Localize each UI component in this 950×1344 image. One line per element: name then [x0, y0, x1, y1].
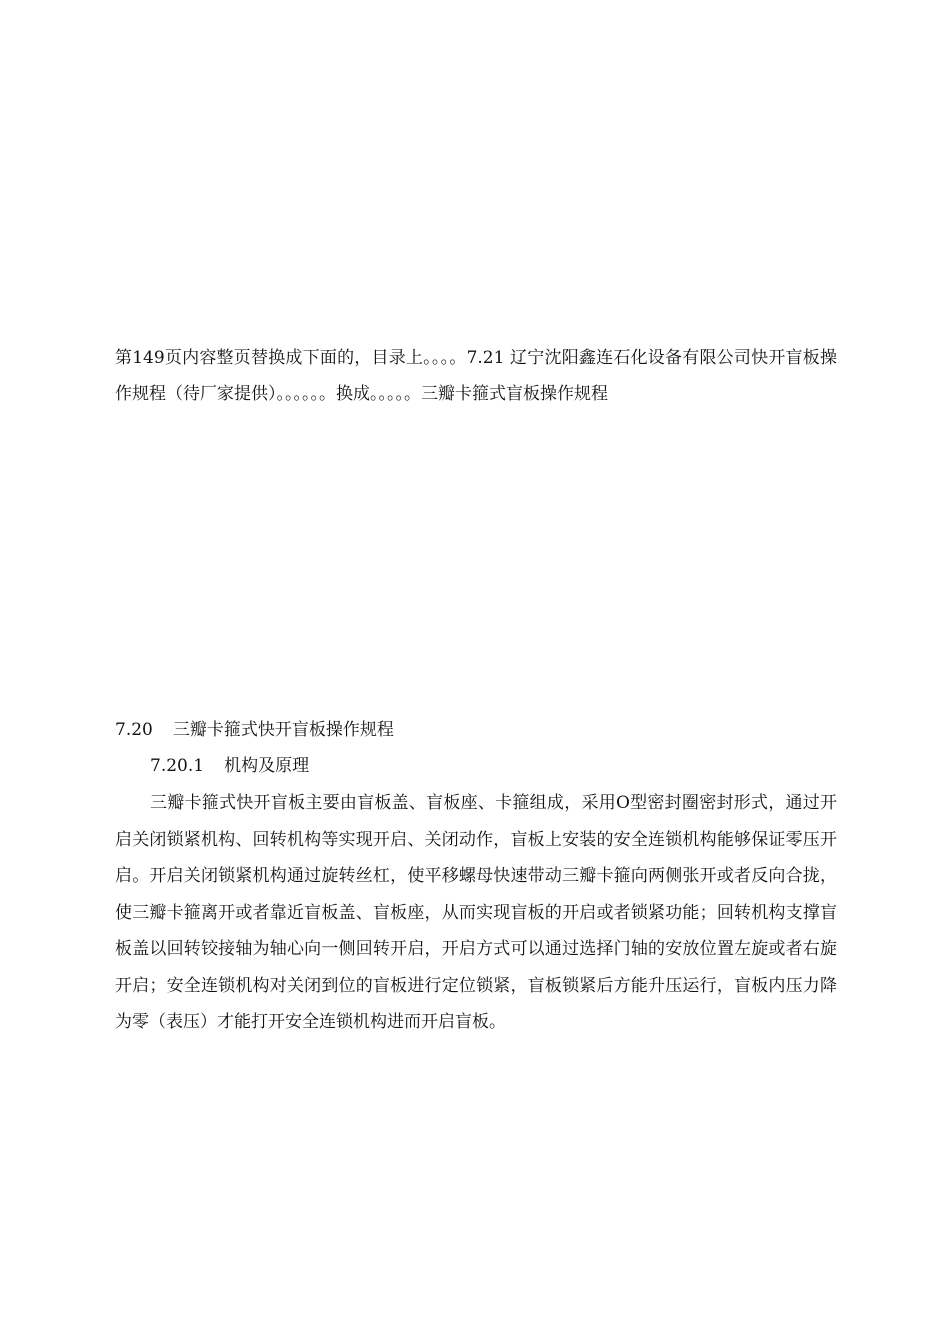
subsection-number: 7.20.1 [150, 756, 205, 776]
body-paragraph: 三瓣卡箍式快开盲板主要由盲板盖、盲板座、卡箍组成，采用O型密封圈密封形式，通过开启关闭锁紧机构、回转机构等实现开启、关闭动作，盲板上安装的安全连锁机构能够保证零压开启。开启关闭锁紧机构通过旋转丝杠，使平移螺母快速带动三瓣卡箍向两侧张开或者反向合拢，使三瓣卡箍离开或者靠近盲板盖、盲板座，从而实现盲板的开启或者锁紧功能；回转机构支撑盲板盖以回转铰接轴为轴心向一侧回转开启，开启方式可以通过选择门轴的安放位置左旋或者右旋开启；安全连锁机构对关闭到位的盲板进行定位锁紧，盲板锁紧后方能升压运行，盲板内压力降为零（表压）才能打开安全连锁机构进而开启盲板。 [115, 793, 837, 1032]
subsection-heading [150, 748, 309, 784]
replacement-note: 第149页内容整页替换成下面的，目录上。。。。7.21 辽宁沈阳鑫连石化设备有限公司快开盲板操作规程（待厂家提供）。。。。。。换成。。。。。三瓣卡箍式盲板操作规程 [115, 348, 837, 404]
section-number: 7.20 [115, 720, 153, 740]
section-title: 三瓣卡箍式快开盲板操作规程 [172, 720, 394, 740]
subsection-title: 机构及原理 [224, 756, 310, 776]
section-heading [115, 712, 394, 748]
